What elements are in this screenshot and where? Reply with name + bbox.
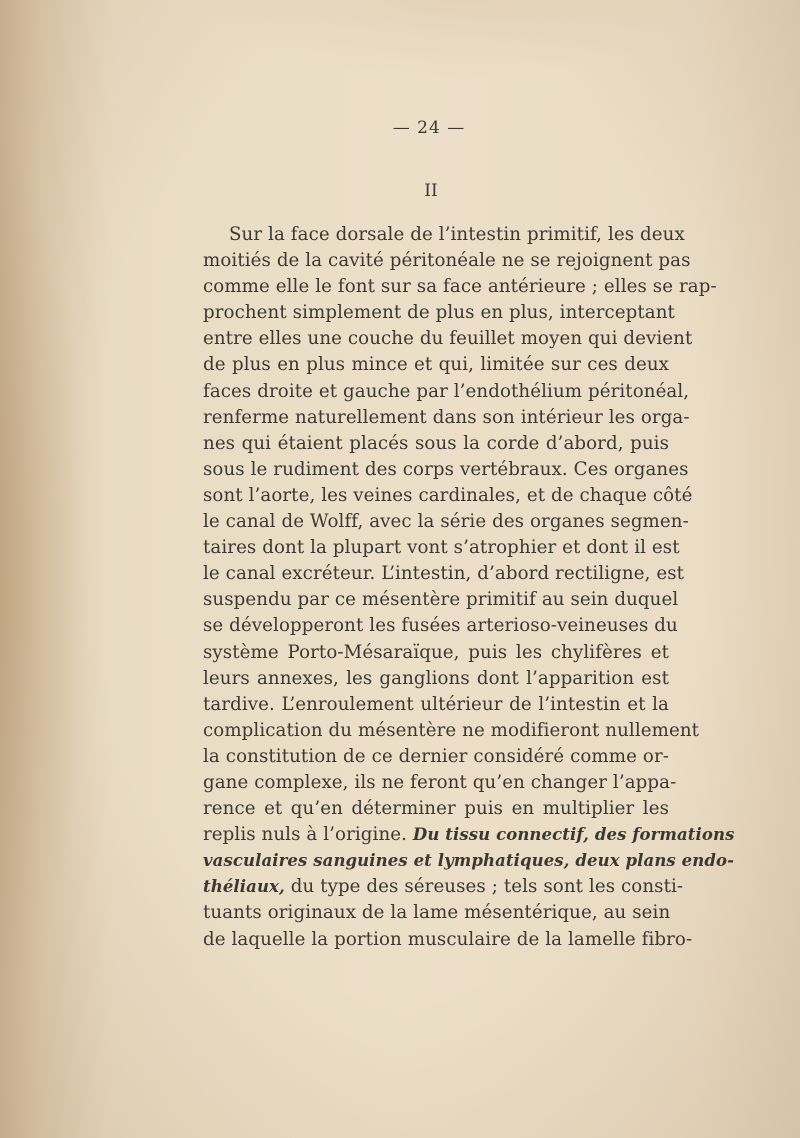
text-line: renferme naturellement dans son intérieur les orga- [203,406,690,428]
text-run-italic: vasculaires sanguines et lymphatiques, [203,851,570,871]
text-line: le canal excréteur. L’intestin, d’abord rectiligne, est [203,563,685,585]
text-run-italic: théliaux, [203,877,285,897]
text-line: taires dont la plupart vont s’atrophier et dont il est [203,537,680,559]
text-line-mixed [203,874,684,900]
text-line: gane complexe, ils ne feront qu’en changer l’appa- [203,771,677,793]
text-line-mixed [203,848,735,874]
paper-stain-left [0,120,90,1020]
text-line: suspendu par ce mésentère primitif au sein duquel [203,589,679,611]
text-line: sont l’aorte, les veines cardinales, et de chaque côté [203,484,693,506]
text-run-italic: Du tissu connectif, des formations [412,825,735,845]
page-number: — 24 — [392,118,466,138]
text-line: comme elle le font sur sa face antérieure ; elles se rap- [203,276,717,298]
text-line: le canal de Wolff, avec la série des organes segmen- [203,511,689,533]
text-line: faces droite et gauche par l’endothélium péritonéal, [203,380,690,402]
text-run-italic: deux plans endo- [575,851,735,871]
text-line: entre elles une couche du feuillet moyen qui devient [203,328,693,350]
text-line: Sur la face dorsale de l’intestin primitif, les deux [229,224,685,245]
text-line: complication du mésentère ne modifieront nullement [203,719,700,741]
text-line: tardive. L’enroulement ultérieur de l’intestin et la [203,693,669,715]
section-title: II [424,181,438,201]
text-line: nes qui étaient placés sous la corde d’abord, puis [203,432,669,454]
text-line: de laquelle la portion musculaire de la lamelle fibro- [203,928,693,950]
body-paragraph [203,222,735,953]
text-line: leurs annexes, les ganglions dont l’apparition est [203,667,669,689]
text-line: moitiés de la cavité péritonéale ne se rejoignent pas [203,250,691,272]
paper-stain-top [200,0,700,80]
text-line: tuants originaux de la lame mésentérique, au sein [203,902,671,924]
text-line: la constitution de ce dernier considéré comme or- [203,745,669,767]
text-line-mixed [203,822,735,848]
text-line: sous le rudiment des corps vertébraux. Ces organes [203,458,689,480]
text-run-regular: replis nuls à l’origine. [203,824,408,846]
text-line: rence et qu’en déterminer puis en multiplier les [203,798,669,820]
text-line: prochent simplement de plus en plus, interceptant [203,302,675,324]
text-line: se développeront les fusées arterioso-veineuses du [203,615,678,637]
text-line: de plus en plus mince et qui, limitée sur ces deux [203,354,669,376]
text-line: système Porto-Mésaraïque, puis les chylifères et [203,641,669,663]
text-run-regular: du type des séreuses ; tels sont les consti- [290,876,684,898]
